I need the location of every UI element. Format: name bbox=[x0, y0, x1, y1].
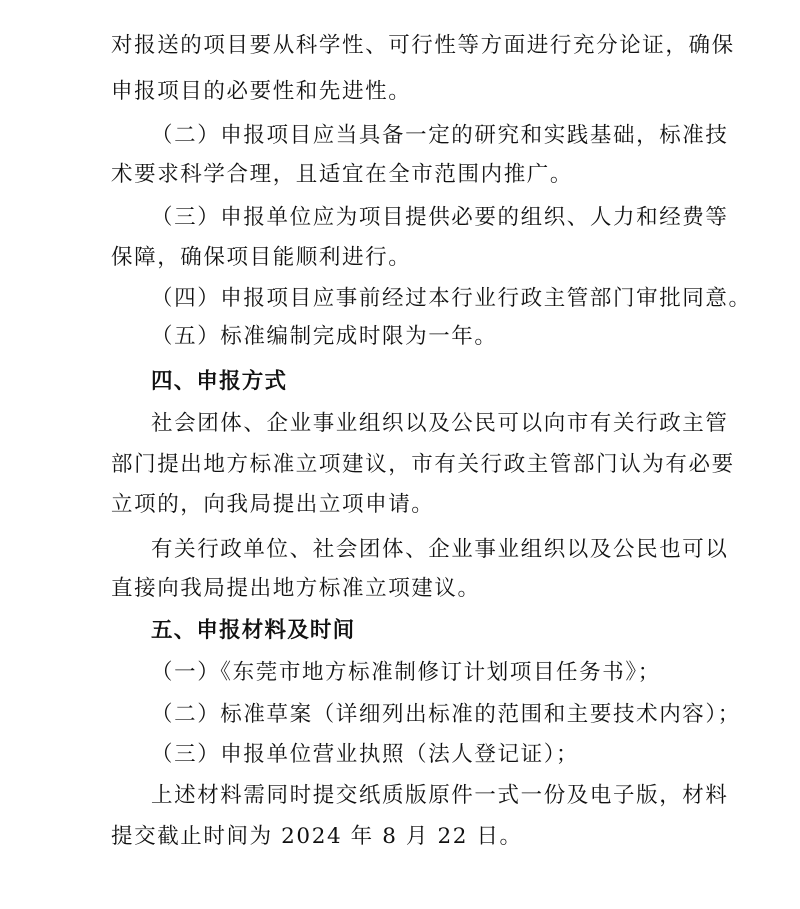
text-line: 社会团体、企业事业组织以及公民可以向市有关行政主管 bbox=[151, 411, 729, 436]
text-line: 上述材料需同时提交纸质版原件一式一份及电子版，材料 bbox=[151, 783, 729, 808]
text-line: 部门提出地方标准立项建议，市有关行政主管部门认为有必要 bbox=[111, 452, 735, 477]
text-line: （三）申报单位应为项目提供必要的组织、人力和经费等 bbox=[151, 205, 729, 230]
text-line: （五）标准编制完成时限为一年。 bbox=[151, 324, 498, 349]
text-line: （二）申报项目应当具备一定的研究和实践基础，标准技 bbox=[151, 123, 729, 148]
text-line: （三）申报单位营业执照（法人登记证）； bbox=[151, 742, 580, 767]
text-line: 直接向我局提出地方标准立项建议。 bbox=[111, 576, 481, 601]
section-heading: 五、申报材料及时间 bbox=[151, 618, 356, 643]
text-line: （四）申报项目应事前经过本行业行政主管部门审批同意。 bbox=[151, 286, 752, 311]
text-line: 提交截止时间为 2024 年 8 月 22 日。 bbox=[111, 824, 523, 849]
text-line: （二）标准草案（详细列出标准的范围和主要技术内容）； bbox=[151, 702, 741, 727]
text-line: 立项的，向我局提出立项申请。 bbox=[111, 492, 435, 517]
text-line: 保障，确保项目能顺利进行。 bbox=[111, 245, 412, 270]
text-line: 对报送的项目要从科学性、可行性等方面进行充分论证，确保 bbox=[111, 33, 735, 58]
text-line: 有关行政单位、社会团体、企业事业组织以及公民也可以 bbox=[151, 537, 729, 562]
section-heading: 四、申报方式 bbox=[151, 369, 288, 394]
text-line: 术要求科学合理，且适宜在全市范围内推广。 bbox=[111, 162, 574, 187]
text-line: 申报项目的必要性和先进性。 bbox=[111, 79, 412, 104]
text-line: （一）《东莞市地方标准制修订计划项目任务书》； bbox=[151, 660, 661, 685]
